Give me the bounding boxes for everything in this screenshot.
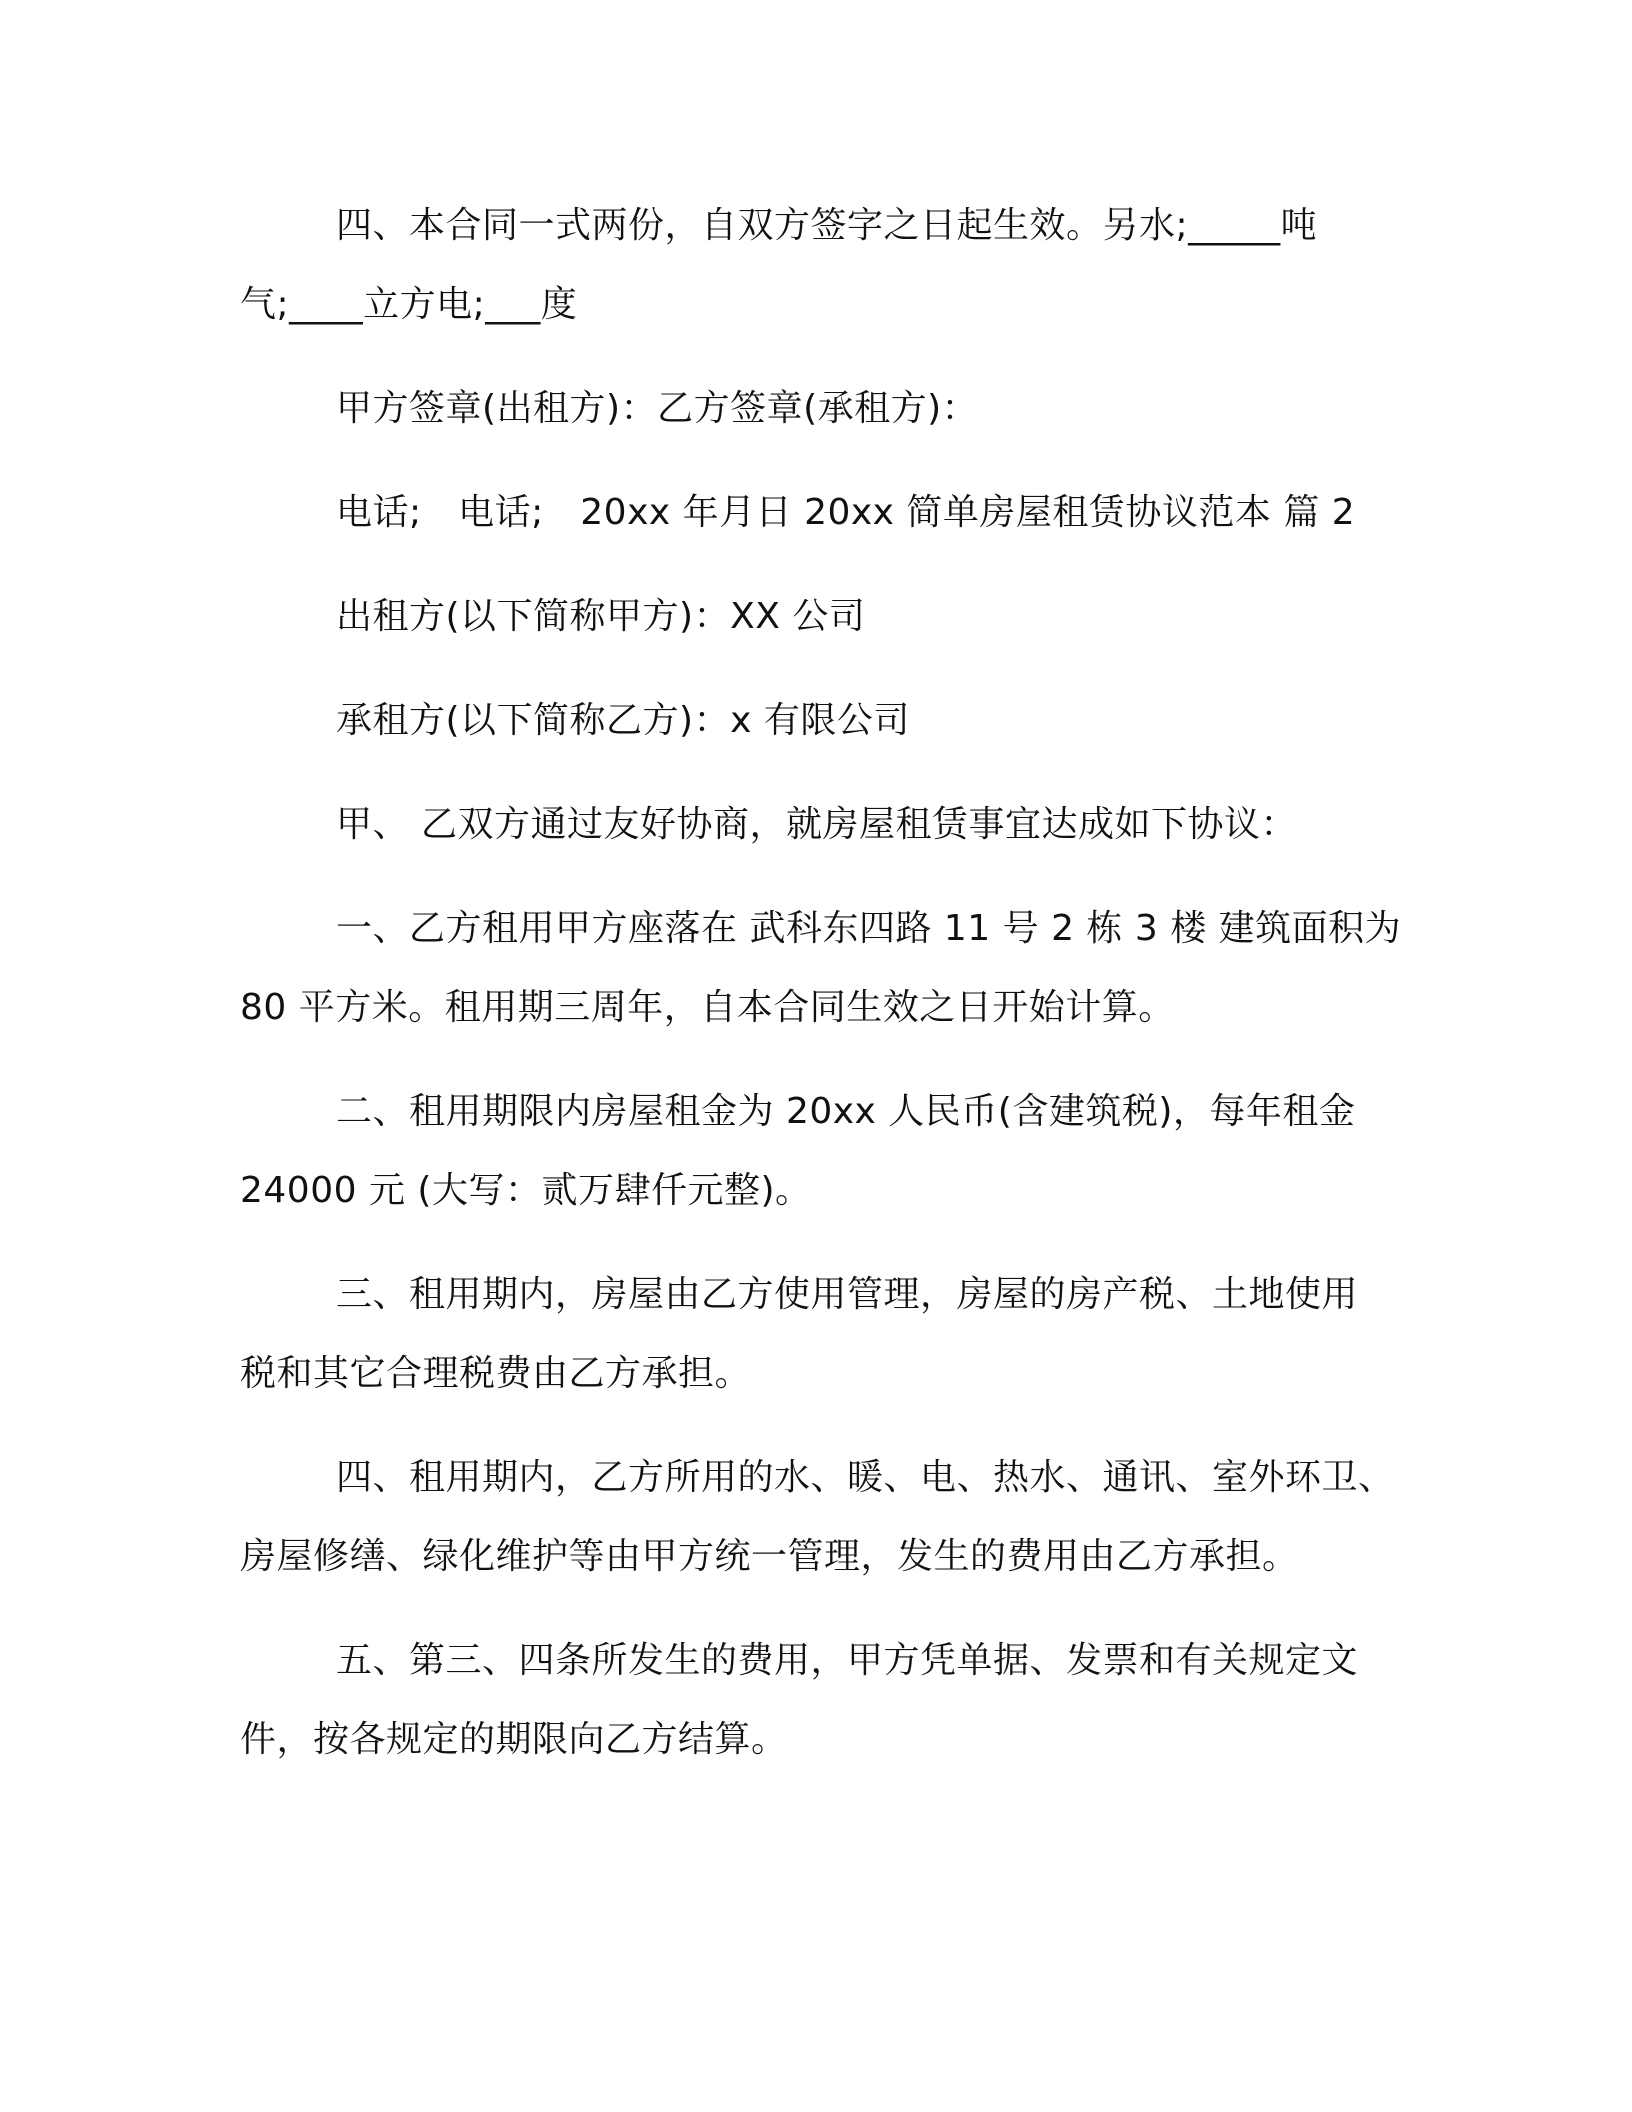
paragraph-phone-date-heading bbox=[240, 473, 1420, 552]
paragraph-clause-1 bbox=[240, 889, 1420, 1047]
text-line: 五、第三、四条所发生的费用，甲方凭单据、发票和有关规定文 bbox=[336, 1640, 1359, 1681]
text-line: 一、乙方租用甲方座落在 武科东四路 11 号 2 栋 3 楼 建筑面积为 bbox=[336, 908, 1402, 949]
paragraph-clause-2 bbox=[240, 1072, 1420, 1230]
text-line: 甲方签章(出租方)：乙方签章(承租方)： bbox=[336, 388, 979, 429]
text-line: 三、租用期内，房屋由乙方使用管理，房屋的房产税、土地使用 bbox=[336, 1274, 1359, 1315]
text-line: 房屋修缮、绿化维护等由甲方统一管理，发生的费用由乙方承担。 bbox=[240, 1536, 1299, 1577]
text-line: 四、本合同一式两份，自双方签字之日起生效。另水;_____吨 bbox=[336, 205, 1318, 246]
paragraph-signatures bbox=[240, 369, 1420, 448]
paragraph-lessor bbox=[240, 577, 1420, 656]
text-line: 80 平方米。租用期三周年，自本合同生效之日开始计算。 bbox=[240, 987, 1175, 1028]
text-line: 件，按各规定的期限向乙方结算。 bbox=[240, 1719, 788, 1760]
text-line: 出租方(以下简称甲方)：XX 公司 bbox=[336, 596, 866, 637]
text-line: 电话; 电话; 20xx 年月日 20xx 简单房屋租赁协议范本 篇 2 bbox=[336, 492, 1356, 533]
document-body bbox=[240, 186, 1420, 1804]
paragraph-clause-3 bbox=[240, 1255, 1420, 1413]
paragraph-clause-5 bbox=[240, 1621, 1420, 1779]
text-line: 气;____立方电;___度 bbox=[240, 284, 578, 325]
text-line: 24000 元 (大写：贰万肆仟元整)。 bbox=[240, 1170, 812, 1211]
text-line: 甲、 乙双方通过友好协商，就房屋租赁事宜达成如下协议： bbox=[336, 804, 1297, 845]
text-line: 二、租用期限内房屋租金为 20xx 人民币(含建筑税)，每年租金 bbox=[336, 1091, 1356, 1132]
text-line: 税和其它合理税费由乙方承担。 bbox=[240, 1353, 752, 1394]
text-line: 承租方(以下简称乙方)：x 有限公司 bbox=[336, 700, 910, 741]
text-line: 四、租用期内，乙方所用的水、暖、电、热水、通讯、室外环卫、 bbox=[336, 1457, 1395, 1498]
paragraph-clause-4-effective bbox=[240, 186, 1420, 344]
paragraph-clause-4-utilities bbox=[240, 1438, 1420, 1596]
paragraph-lessee bbox=[240, 681, 1420, 760]
paragraph-agreement-intro bbox=[240, 785, 1420, 864]
